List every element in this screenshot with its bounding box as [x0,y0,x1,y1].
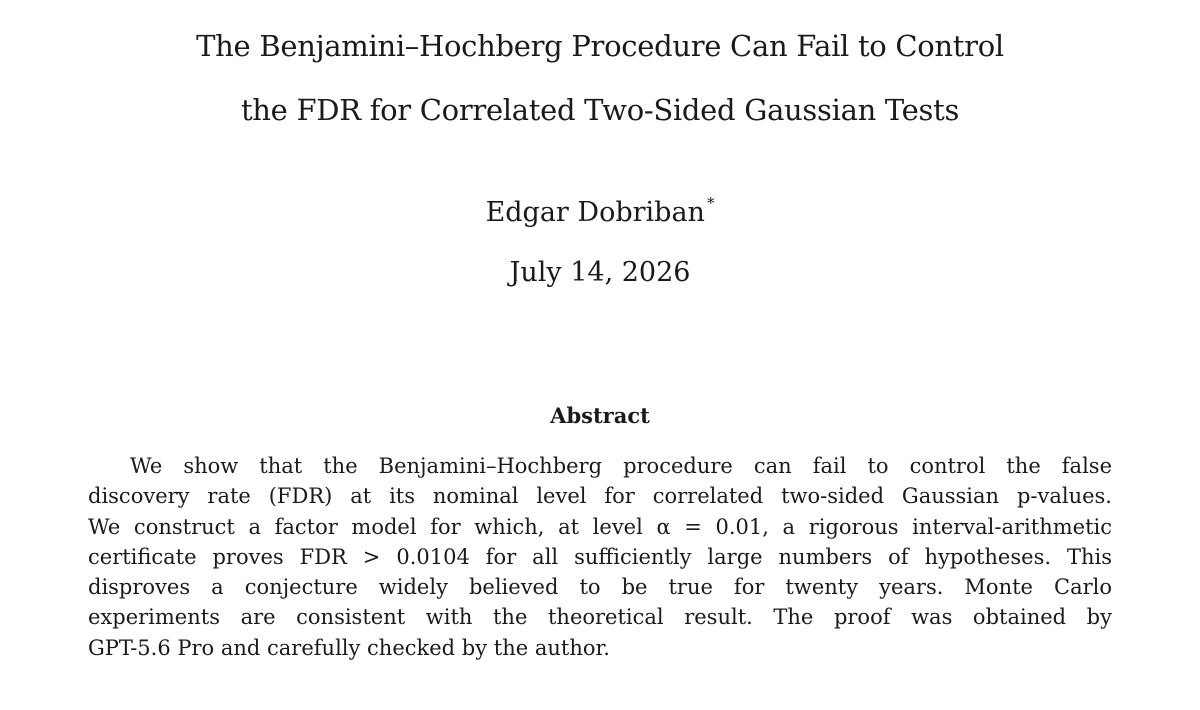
abstract-line: discovery rate (FDR) at its nominal level for correlated two-sided Gaussian p-values. [88,484,1112,509]
abstract-heading: Abstract [550,403,650,428]
author [0,183,1200,233]
title-line-2: the FDR for Correlated Two-Sided Gaussian Tests [240,93,960,127]
author-footnote-mark: * [706,194,715,212]
paper-title [0,14,1200,142]
title-line-1: The Benjamini–Hochberg Procedure Can Fail to Control [196,29,1004,63]
paper-date: July 14, 2026 [509,257,691,288]
abstract-line: We construct a factor model for which, at level α = 0.01, a rigorous interval-arithmetic [88,514,1112,539]
abstract-line: experiments are consistent with the theoretical result. The proof was obtained by [88,605,1112,630]
abstract-line: certificate proves FDR > 0.0104 for all sufficiently large numbers of hypotheses. This [88,544,1112,569]
abstract-line: GPT-5.6 Pro and carefully checked by the author. [88,635,610,660]
abstract-line: disproves a conjecture widely believed to be true for twenty years. Monte Carlo [88,575,1112,600]
abstract-line: We show that the Benjamini–Hochberg procedure can fail to control the false [130,454,1112,478]
abstract-body [88,451,1112,663]
author-name: Edgar Dobriban [485,197,705,228]
